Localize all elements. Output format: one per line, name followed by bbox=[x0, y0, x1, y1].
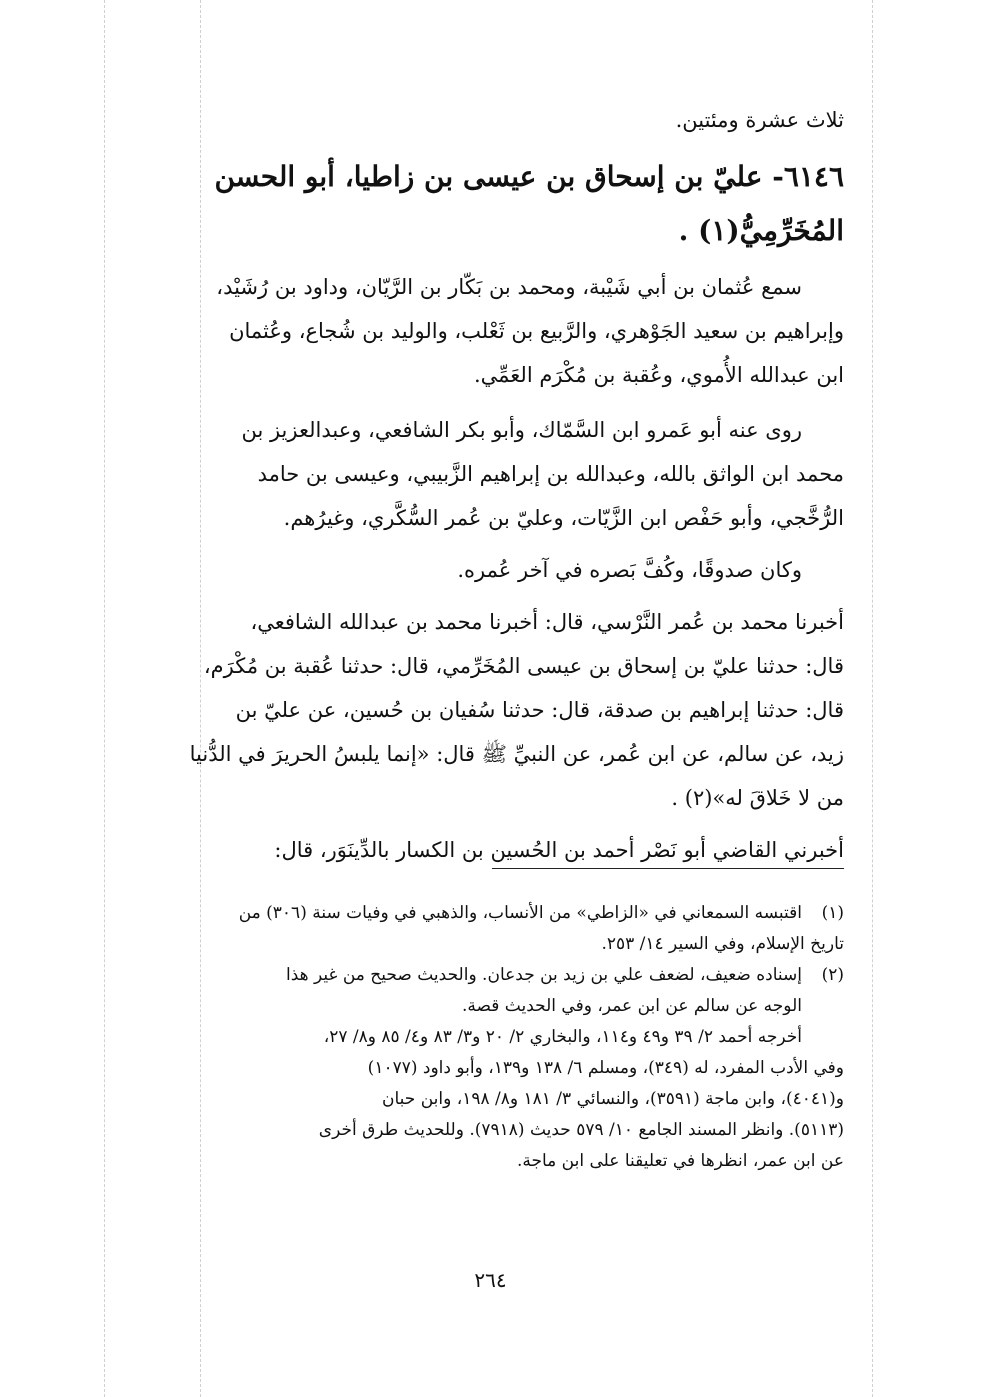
text-line: زيد، عن سالم، عن ابن عُمر، عن النبيِّ ﷺ قال: «إنما يلبسُ الحريرَ في الدُّنيا bbox=[189, 742, 844, 766]
text-line: الرُّخَّجي، وأبو حَفْص ابن الزَّيّات، وعليّ بن عُمر السُّكَّري، وغيرُهم. bbox=[283, 506, 844, 530]
footnote-line: وفي الأدب المفرد، له (٣٤٩)، ومسلم ٦/ ١٣٨ و١٣٩، وأبو داود (١٠٧٧) bbox=[367, 1058, 844, 1078]
heading-line: ٦١٤٦- عليّ بن إسحاق بن عيسى بن زاطيا، أبو الحسن bbox=[214, 160, 844, 193]
text-line: ابن عبدالله الأُموي، وعُقبة بن مُكْرَم العَمِّي. bbox=[473, 363, 844, 387]
paragraph-next-chain bbox=[132, 828, 844, 872]
paragraph-hadith bbox=[132, 600, 844, 820]
footnote-2 bbox=[132, 960, 844, 1177]
text-line: سمع عُثمان بن أبي شَيْبة، ومحمد بن بَكّار بن الرَّيّان، وداود بن رُشَيْد، bbox=[216, 275, 802, 299]
text-line: وإبراهيم بن سعيد الجَوْهري، والرَّبيع بن ثَعْلب، والوليد بن شُجاع، وعُثمان bbox=[229, 319, 844, 343]
footnote-line: (٥١١٣). وانظر المسند الجامع ١٠/ ٥٧٩ حديث (٧٩١٨). وللحديث طرق أخرى bbox=[318, 1120, 844, 1140]
footnote-line bbox=[132, 898, 844, 929]
footnote-line: الوجه عن سالم عن ابن عمر، وفي الحديث قصة. bbox=[462, 996, 802, 1016]
paragraph-narrators bbox=[132, 408, 844, 540]
footnote-separator bbox=[492, 868, 844, 869]
text-line: قال: حدثنا عليّ بن إسحاق بن عيسى المُخَرِّمي، قال: حدثنا عُقبة بن مُكْرَم، bbox=[203, 654, 844, 678]
footnote-1 bbox=[132, 898, 844, 960]
footnote-line: تاريخ الإسلام، وفي السير ١٤/ ٢٥٣. bbox=[601, 934, 844, 954]
footnote-line bbox=[132, 960, 844, 991]
scan-margin-guide bbox=[104, 0, 105, 1397]
heading-line: المُخَرِّمِيُّ(١) . bbox=[678, 214, 844, 247]
text-line: ثلاث عشرة ومئتين. bbox=[675, 108, 844, 132]
text-line: من لا خَلاقَ له»(٢) . bbox=[671, 786, 844, 810]
text-line: روى عنه أبو عَمرو ابن السَّمّاك، وأبو بكر الشافعي، وعبدالعزيز بن bbox=[241, 418, 802, 442]
previous-entry-end bbox=[132, 100, 844, 140]
footnote-text: اقتبسه السمعاني في «الزاطي» من الأنساب، والذهبي في وفيات سنة (٣٠٦) من bbox=[238, 903, 802, 923]
text-line: محمد ابن الواثق بالله، وعبدالله بن إبراهيم الزَّبيبي، وعيسى بن حامد bbox=[257, 462, 844, 486]
footnotes bbox=[132, 898, 844, 1177]
footnote-number: (١) bbox=[821, 903, 844, 923]
footnote-text: إسناده ضعيف، لضعف علي بن زيد بن جدعان. والحديث صحيح من غير هذا bbox=[286, 965, 802, 985]
page-number: ٢٦٤ bbox=[474, 1268, 507, 1292]
text-line: أخبرني القاضي أبو نَصْر أحمد بن الحُسين بن الكسار بالدِّينَوَر، قال: bbox=[274, 838, 844, 862]
paragraph-teachers bbox=[132, 265, 844, 397]
text-line: أخبرنا محمد بن عُمر النَّرْسي، قال: أخبرنا محمد بن عبدالله الشافعي، bbox=[250, 610, 844, 634]
paragraph-status bbox=[132, 548, 844, 592]
footnote-line: أخرجه أحمد ٢/ ٣٩ و٤٩ و١١٤، والبخاري ٢/ ٢٠ و٣/ ٨٣ و٤/ ٨٥ و٨/ ٢٧، bbox=[323, 1027, 802, 1047]
text-line: وكان صدوقًا، وكُفَّ بَصره في آخر عُمره. bbox=[457, 558, 802, 582]
footnote-line: و(٤٠٤١)، وابن ماجة (٣٥٩١)، والنسائي ٣/ ١٨١ و٨/ ١٩٨، وابن حبان bbox=[381, 1089, 844, 1109]
scan-margin-guide bbox=[872, 0, 873, 1397]
footnote-number: (٢) bbox=[821, 965, 844, 985]
footnote-line: عن ابن عمر، انظرها في تعليقنا على ابن ماجة. bbox=[516, 1151, 844, 1171]
entry-heading bbox=[132, 150, 844, 258]
text-line: قال: حدثنا إبراهيم بن صدقة، قال: حدثنا سُفيان بن حُسين، عن عليّ بن bbox=[235, 698, 844, 722]
